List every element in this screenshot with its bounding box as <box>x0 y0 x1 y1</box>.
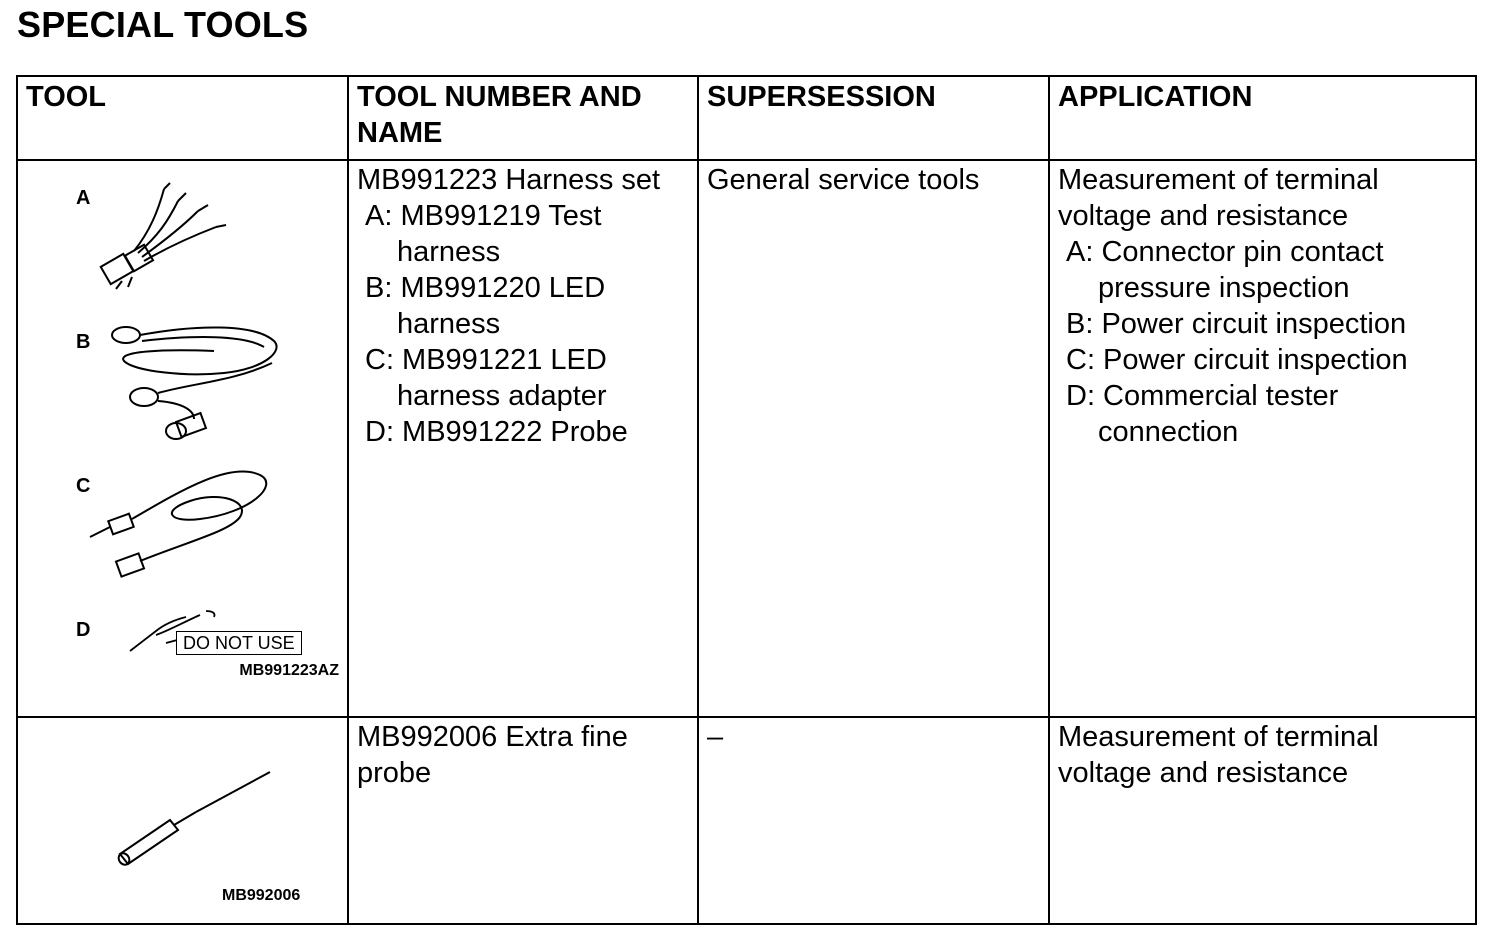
figure-code: MB991223AZ <box>239 662 339 679</box>
figure-label-d: D <box>76 619 91 641</box>
sub-item: D: MB991222 Probe <box>365 416 628 448</box>
sub-item: A: MB991219 Test harness <box>365 200 602 268</box>
table-header-row <box>17 76 1476 160</box>
header-application: APPLICATION <box>1049 76 1476 160</box>
header-tool-number-and-name: TOOL NUMBER AND NAME <box>348 76 698 160</box>
do-not-use-label: DO NOT USE <box>176 631 302 655</box>
application-text: Measurement of terminal voltage and resistance <box>1058 721 1379 789</box>
sub-item: B: Power circuit inspection <box>1066 308 1407 340</box>
supersession-cell <box>698 717 1049 924</box>
table-row <box>17 717 1476 924</box>
header-tool: TOOL <box>17 76 348 160</box>
table-row <box>17 160 1476 717</box>
supersession-cell <box>698 160 1049 717</box>
tool-number-name: MB992006 Extra fine probe <box>357 721 628 789</box>
led-harness-drawing <box>104 321 294 446</box>
header-supersession: SUPERSESSION <box>698 76 1049 160</box>
tool-figure-cell <box>17 717 348 924</box>
sub-item: D: Commercial tester connection <box>1066 380 1339 448</box>
sub-item: C: Power circuit inspection <box>1066 344 1408 376</box>
tool-number-name-cell <box>348 717 698 924</box>
harness-set-illustration <box>18 161 347 714</box>
application-text: Measurement of terminal voltage and resistance <box>1058 164 1379 232</box>
tool-figure-cell <box>17 160 348 717</box>
figure-label-b: B <box>76 331 91 353</box>
figure-code: MB992006 <box>222 887 301 904</box>
extra-fine-probe-illustration <box>18 718 347 921</box>
special-tools-table <box>16 75 1477 925</box>
extra-fine-probe-drawing <box>110 768 280 868</box>
figure-label-c: C <box>76 475 91 497</box>
sub-item: A: Connector pin contact pressure inspection <box>1066 236 1384 304</box>
sub-item: B: MB991220 LED harness <box>365 272 606 340</box>
tool-number-name: MB991223 Harness set <box>357 164 661 196</box>
led-harness-adapter-drawing <box>80 461 270 581</box>
application-cell <box>1049 160 1476 717</box>
test-harness-drawing <box>98 181 228 301</box>
supersession-text: – <box>707 721 724 753</box>
tool-number-name-cell <box>348 160 698 717</box>
supersession-text: General service tools <box>707 164 980 196</box>
sub-item: C: MB991221 LED harness adapter <box>365 344 607 412</box>
page-title: SPECIAL TOOLS <box>17 4 309 45</box>
application-cell <box>1049 717 1476 924</box>
figure-label-a: A <box>76 187 91 209</box>
